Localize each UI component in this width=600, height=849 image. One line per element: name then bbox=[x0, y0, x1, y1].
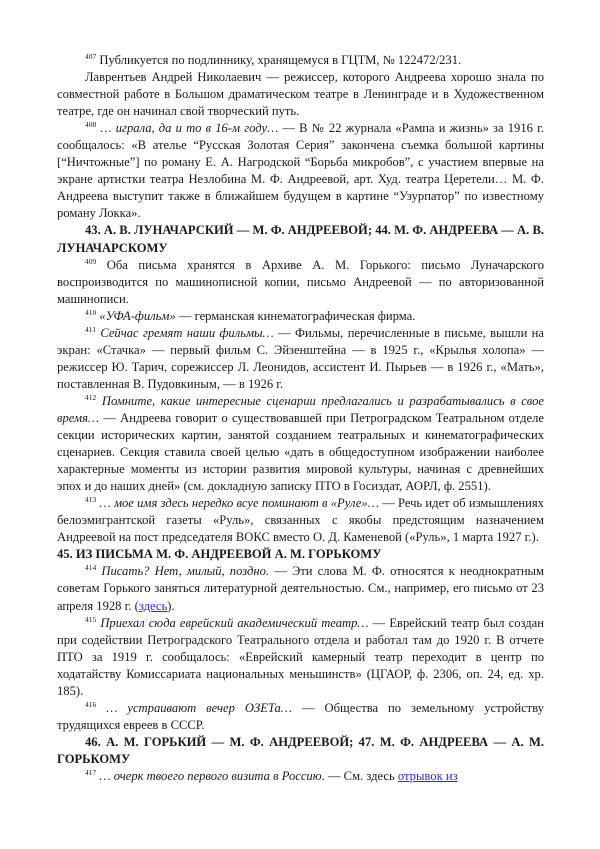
note-407 bbox=[57, 52, 544, 69]
note-408 bbox=[57, 120, 544, 222]
note-text: Публикуется по подлиннику, хранящемуся в ГЦТМ, № 122472/231. bbox=[99, 53, 462, 67]
note-text: — Еврейский театр был создан при содействии Петроградского Театрального отдела и работал там до 1920 г. В отчете ПТО за 1919 г. сообщалось: «Еврейский камерный театр переходит в центр по ходатайству Комиссариата национальных меньшинств» (ЦГАОР, ф. 2306, оп. 24, ед. хр. 185). bbox=[57, 615, 544, 698]
note-text: — Фильмы, перечисленные в письме, вышли на экран: «Стачка» — первый фильм С. Эйзенштейна — в 1925 г., «Крылья холопа» — режиссер Ю. Тарич, сорежиссер Л. Леонидов, ассистент И. Пырьев — в 1926 г., «Мать», поставленная В. Пудовкиным, — в 1926 г. bbox=[57, 325, 545, 391]
link-excerpt[interactable]: отрывок из bbox=[397, 768, 458, 783]
note-quote: … устраивают вечер ОЗЕТа… bbox=[106, 700, 292, 715]
note-text: Оба письма хранятся в Архиве А. М. Горького: письмо Луначарского воспроизводится по машинописной копии, письмо Андреевой — по авторизованной машинописи. bbox=[57, 257, 544, 306]
note-number: 411 bbox=[85, 324, 96, 334]
note-quote: … играла, да и то в 16-м году… bbox=[100, 121, 279, 136]
section-heading-43-44: 43. А. В. ЛУНАЧАРСКИЙ — М. Ф. АНДРЕЕВОЙ; 44. М. Ф. АНДРЕЕВА — А. В. ЛУНАЧАРСКОМУ bbox=[57, 223, 544, 255]
section-heading-45: 45. ИЗ ПИСЬМА М. Ф. АНДРЕЕВОЙ А. М. ГОРЬКОМУ bbox=[57, 547, 382, 562]
note-number: 412 bbox=[85, 392, 97, 402]
note-text: . — См. здесь bbox=[321, 768, 398, 783]
note-number: 416 bbox=[85, 699, 97, 709]
note-number: 414 bbox=[85, 563, 97, 573]
note-text: — Эти слова М. Ф. относятся к неоднократным советам Горького заняться литературной деятельностью. См., например, его письмо от 23 апреля 1928 г. ( bbox=[57, 564, 544, 613]
note-number: 409 bbox=[85, 256, 97, 266]
note-quote: Сейчас гремят наши фильмы… bbox=[100, 325, 274, 340]
note-number: 413 bbox=[85, 495, 97, 505]
note-number: 407 bbox=[85, 52, 97, 61]
note-414 bbox=[57, 563, 544, 614]
paragraph-lavrentiev: Лаврентьев Андрей Николаевич — режиссер, которого Андреева хорошо знала по совместной работе в Большом драматическом театре в Ленинграде и в Художественном театре, где он начинал свой творческий путь. bbox=[57, 70, 544, 119]
note-quote: Писать? Нет, милый, поздно. bbox=[101, 564, 270, 579]
note-quote: Помните, какие интересные сценарии предлагались и разрабатывались в свое время… bbox=[57, 393, 544, 425]
note-text: — Речь идет об измышлениях белоэмигрантской газеты «Руль», связанных с якобы предстоящим назначением Андреевой на пост председателя ВОКС вместо О. Д. Каменевой («Руль», 1 марта 1927 г.). bbox=[57, 496, 544, 545]
note-number: 415 bbox=[85, 614, 97, 624]
note-text: — Андреева говорит о существовавшей при Петроградском Театральном отделе секции исторических картин, занятой созданием театральных и кинематографических сценариев. Секция ставила своей целью «дать в общедоступном изображении наиболее характерные моменты из истории развития мировой культуры, начиная с древнейших эпох и до наших дней» (см. докладную записку ПТО в Госиздат, АОРЛ, ф. 2551). bbox=[57, 410, 544, 494]
note-417 bbox=[57, 768, 544, 785]
section-heading-46-47: 46. А. М. ГОРЬКИЙ — М. Ф. АНДРЕЕВОЙ; 47. М. Ф. АНДРЕЕВА — А. М. ГОРЬКОМУ bbox=[57, 734, 544, 766]
note-409 bbox=[57, 257, 544, 308]
note-410 bbox=[57, 308, 544, 325]
note-quote: «УФА-фильм» bbox=[99, 308, 176, 323]
note-text: — германская кинематографическая фирма. bbox=[175, 308, 416, 323]
note-413 bbox=[57, 495, 544, 546]
note-411 bbox=[57, 325, 544, 393]
note-quote: … очерк твоего первого визита в Россию bbox=[99, 768, 322, 783]
note-text: — В № 22 журнала «Рампа и жизнь» за 1916 г. сообщалось: «В ателье “Русская Золотая Серия” закончена съемка большой картины [“Ничтожные”] по роману Е. А. Нагродской “Борьба микробов”, с участием впервые на экране артистки театра Незлобина М. Ф. Андреевой, арт. Худ. театра Церетели… М. Ф. Андреева выступит также в ближайшем будущем в картине “Узурпатор” по известному роману Локка». bbox=[57, 121, 544, 221]
note-number: 417 bbox=[85, 767, 97, 777]
note-quote: … мое имя здесь нередко всуе поминают в «Руле»… bbox=[99, 496, 379, 511]
note-text-after: ). bbox=[167, 598, 175, 613]
note-415 bbox=[57, 615, 544, 700]
note-number: 410 bbox=[85, 307, 97, 317]
note-412 bbox=[57, 393, 544, 495]
note-416 bbox=[57, 700, 544, 734]
note-text: — Общества по земельному устройству трудящихся евреев в СССР. bbox=[57, 700, 545, 732]
note-number: 408 bbox=[85, 120, 97, 130]
note-quote: Приехал сюда еврейский академический театр… bbox=[100, 615, 369, 630]
link-here[interactable]: здесь bbox=[138, 598, 168, 613]
